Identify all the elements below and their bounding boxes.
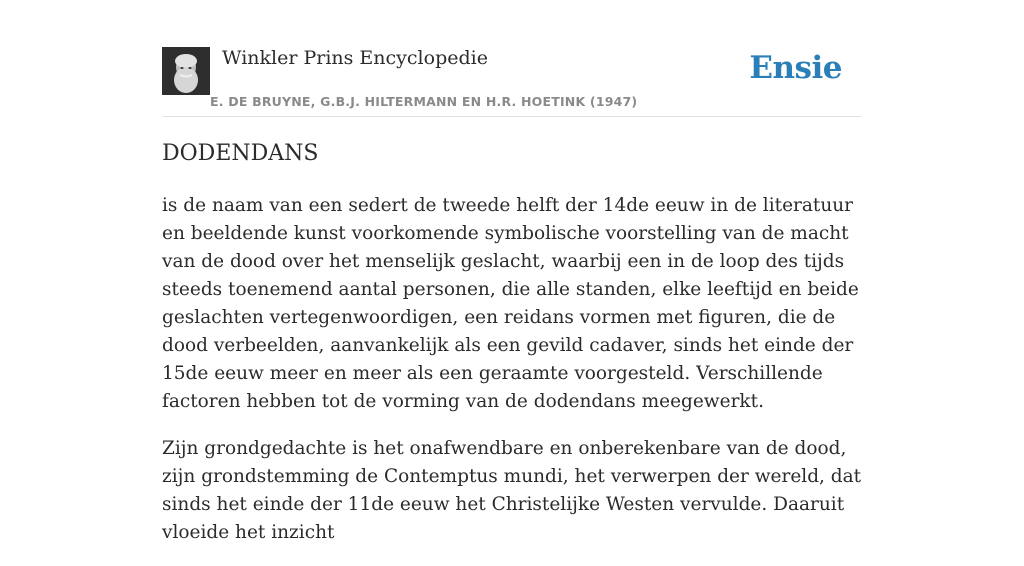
brand-logo[interactable]: Ensie bbox=[749, 50, 842, 86]
author-portrait-icon bbox=[162, 47, 210, 95]
site-header bbox=[162, 40, 862, 117]
article-paragraph: Zijn grondgedachte is het onafwendbare en onberekenbare van de dood, zijn grondstemming de Contemptus mundi, het verwerpen der wereld, dat sinds het einde der 11de eeuw het Christelijke Westen vervulde. Daaruit vloeide het inzicht bbox=[162, 438, 862, 543]
article-body bbox=[162, 192, 864, 566]
site-name[interactable]: Winkler Prins Encyclopedie bbox=[222, 47, 488, 69]
authors-credit: E. DE BRUYNE, G.B.J. HILTERMANN EN H.R. HOETINK (1947) bbox=[210, 94, 638, 109]
article-title: DODENDANS bbox=[162, 141, 319, 166]
article-paragraph: is de naam van een sedert de tweede helft der 14de eeuw in de literatuur en beeldende kunst voorkomende symbolische voorstelling van de macht van de dood over het menselijk geslacht, waarbij een in de loop des tijds steeds toenemend aantal personen, die alle standen, elke leeftijd en beide geslachten vertegenwoordigen, een reidans vormen met figuren, die de dood verbeelden, aanvankelijk als een gevild cadaver, sinds het einde der 15de eeuw meer en meer als een geraamte voorgesteld. Verschillende factoren hebben tot de vorming van de dodendans meegewerkt. bbox=[162, 195, 859, 412]
author-avatar bbox=[162, 47, 210, 95]
